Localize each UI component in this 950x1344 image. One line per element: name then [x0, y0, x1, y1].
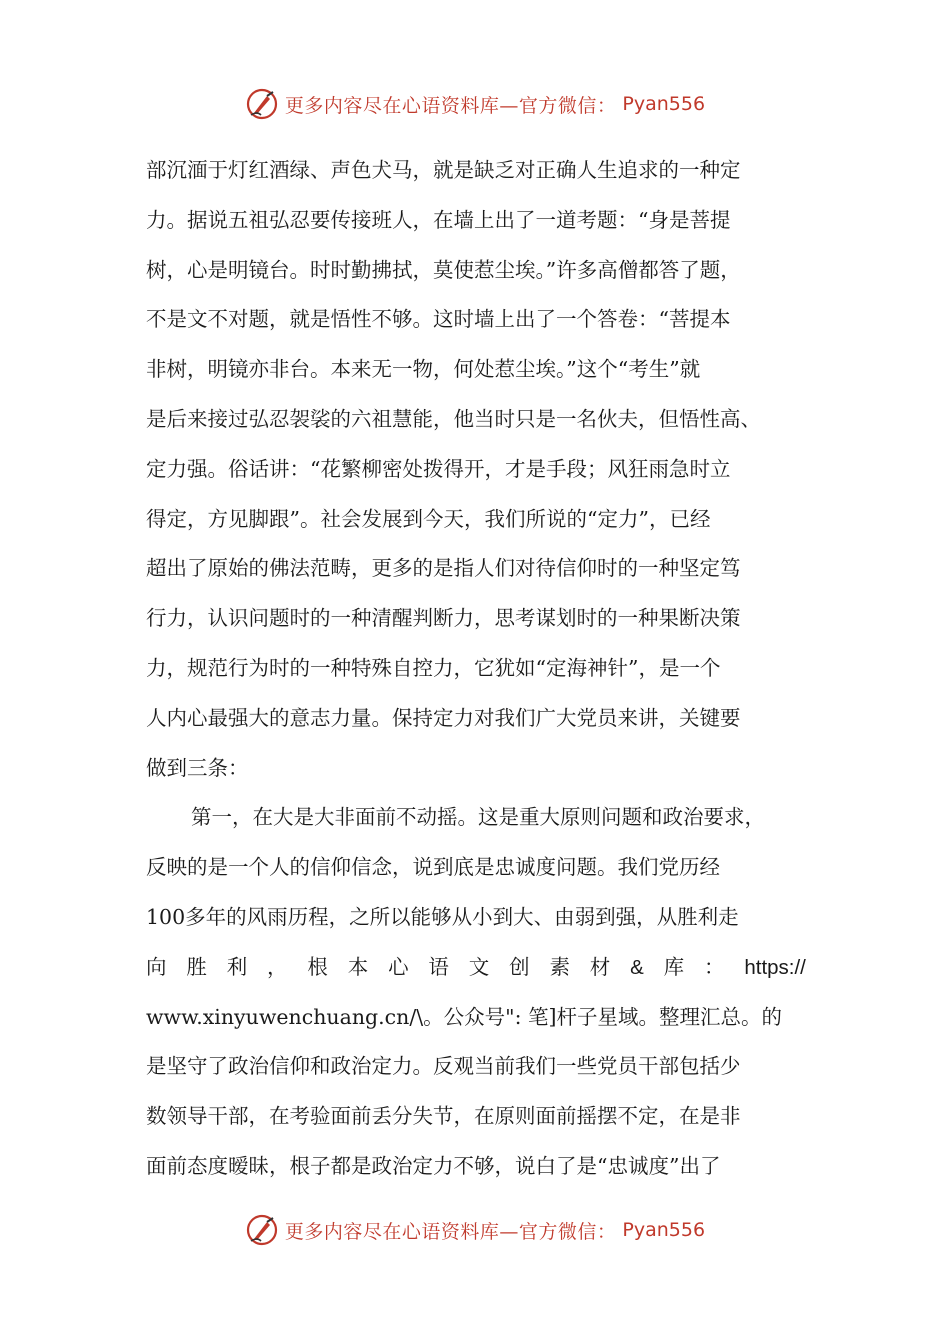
text-line: 力。据说五祖弘忍要传接班人，在墙上出了一道考题：“身是菩提	[146, 207, 731, 232]
text-line: 反映的是一个人的信仰信念，说到底是忠诚度问题。我们党历经	[146, 855, 720, 880]
text-line: 面前态度暧昧，根子都是政治定力不够，说白了是“忠诚度”出了	[146, 1153, 721, 1178]
quill-logo-icon	[245, 1213, 279, 1247]
text-line: 是后来接过弘忍袈裟的六祖慧能，他当时只是一名伙夫，但悟性高、	[146, 406, 761, 431]
text-line: 树，心是明镜台。时时勤拂拭，莫使惹尘埃。”许多高僧都答了题，	[146, 257, 741, 282]
wechat-id: Pyan556	[622, 93, 706, 115]
wechat-id: Pyan556	[622, 1219, 706, 1241]
document-body	[146, 146, 806, 1192]
text-line: 得定，方见脚跟”。社会发展到今天，我们所说的“定力”，已经	[146, 506, 711, 531]
text-line: 不是文不对题，就是悟性不够。这时墙上出了一个答卷：“菩提本	[146, 307, 731, 332]
justified-char: 根	[307, 954, 328, 979]
text-line: 力，规范行为时的一种特殊自控力，它犹如“定海神针”，是一个	[146, 655, 721, 680]
justified-char: 向	[146, 954, 167, 979]
text-line: 做到三条：	[146, 755, 249, 780]
justified-char: 语	[428, 954, 449, 979]
text-line: 100多年的风雨历程，之所以能够从小到大、由弱到强，从胜利走	[146, 904, 739, 929]
justified-char: 创	[509, 954, 530, 979]
justified-char: ：	[704, 954, 725, 979]
text-line: 非树，明镜亦非台。本来无一物，何处惹尘埃。”这个“考生”就	[146, 357, 701, 382]
justified-char: 素	[549, 954, 570, 979]
header-banner	[0, 84, 950, 124]
url-fragment: https://	[744, 955, 806, 979]
text-line: 超出了原始的佛法范畴，更多的是指人们对待信仰时的一种坚定笃	[146, 556, 741, 581]
text-line: 定力强。俗话讲：“花繁柳密处拨得开，才是手段；风狂雨急时立	[146, 456, 731, 481]
footer-banner	[0, 1210, 950, 1250]
justified-char: 胜	[186, 954, 207, 979]
justified-char: ，	[267, 954, 288, 979]
banner-text: 更多内容尽在心语资料库—官方微信：	[284, 94, 617, 117]
paragraph-first-line: 第一，在大是大非面前不动摇。这是重大原则问题和政治要求，	[191, 805, 765, 830]
justified-char: 心	[388, 954, 409, 979]
text-line: 是坚守了政治信仰和政治定力。反观当前我们一些党员干部包括少	[146, 1054, 741, 1079]
banner-text: 更多内容尽在心语资料库—官方微信：	[284, 1220, 617, 1243]
justified-line	[146, 943, 806, 993]
quill-logo-icon	[245, 87, 279, 121]
text-line: 部沉湎于灯红酒绿、声色犬马，就是缺乏对正确人生追求的一种定	[146, 158, 741, 182]
text-line: www.xinyuwenchuang.cn/\。公众号": 笔]杆子星域。整理汇总。的	[146, 1004, 783, 1029]
justified-char: 本	[347, 954, 369, 979]
text-line: 行力，认识问题时的一种清醒判断力，思考谋划时的一种果断决策	[146, 606, 741, 631]
justified-char: &	[630, 955, 644, 979]
justified-char: 库	[663, 954, 685, 979]
justified-char: 材	[589, 954, 611, 979]
justified-char: 文	[468, 954, 490, 979]
justified-char: 利	[226, 954, 248, 979]
text-line: 人内心最强大的意志力量。保持定力对我们广大党员来讲，关键要	[146, 705, 741, 730]
text-line: 数领导干部，在考验面前丢分失节，在原则面前摇摆不定，在是非	[146, 1104, 741, 1129]
